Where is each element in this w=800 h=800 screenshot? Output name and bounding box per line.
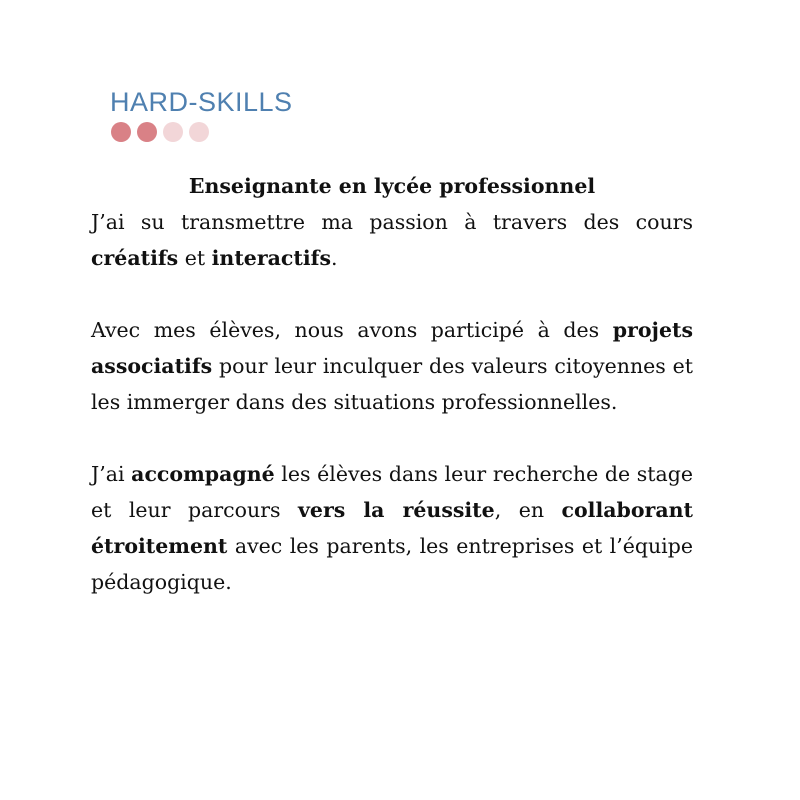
bold-text: accompagné bbox=[131, 462, 275, 486]
header bbox=[110, 86, 293, 142]
text-segment: pour leur inculquer des valeurs citoyennes et les immerger dans des situations professionnelles. bbox=[91, 354, 693, 414]
bold-text: vers la réussite bbox=[298, 498, 495, 522]
bold-text: interactifs bbox=[211, 246, 332, 270]
text-segment: Avec mes élèves, nous avons participé à des bbox=[91, 318, 613, 342]
paragraph bbox=[91, 312, 693, 420]
paragraph bbox=[91, 456, 693, 600]
paragraph bbox=[91, 204, 693, 276]
bold-text: créatifs bbox=[91, 246, 179, 270]
skill-dot bbox=[111, 122, 131, 142]
skill-dot bbox=[189, 122, 209, 142]
text-segment: . bbox=[331, 246, 338, 270]
skill-dot bbox=[163, 122, 183, 142]
bold-text: projets associatifs bbox=[91, 318, 693, 378]
skill-level-dots bbox=[111, 122, 293, 142]
text-segment: , en bbox=[494, 498, 562, 522]
page-title: HARD-SKILLS bbox=[110, 87, 293, 117]
text-segment: J’ai su transmettre ma passion à travers des cours bbox=[91, 210, 693, 234]
text-segment: les élèves dans leur recherche de stage et leur parcours bbox=[91, 462, 693, 522]
bold-text: collaborant étroitement bbox=[91, 498, 693, 558]
text-segment: avec les parents, les entreprises et l’équipe pédagogique. bbox=[91, 534, 693, 594]
text-segment: J’ai bbox=[91, 462, 132, 486]
content bbox=[91, 168, 693, 600]
text-segment: et bbox=[178, 246, 212, 270]
section-title: Enseignante en lycée professionnel bbox=[188, 174, 596, 198]
skill-dot bbox=[137, 122, 157, 142]
